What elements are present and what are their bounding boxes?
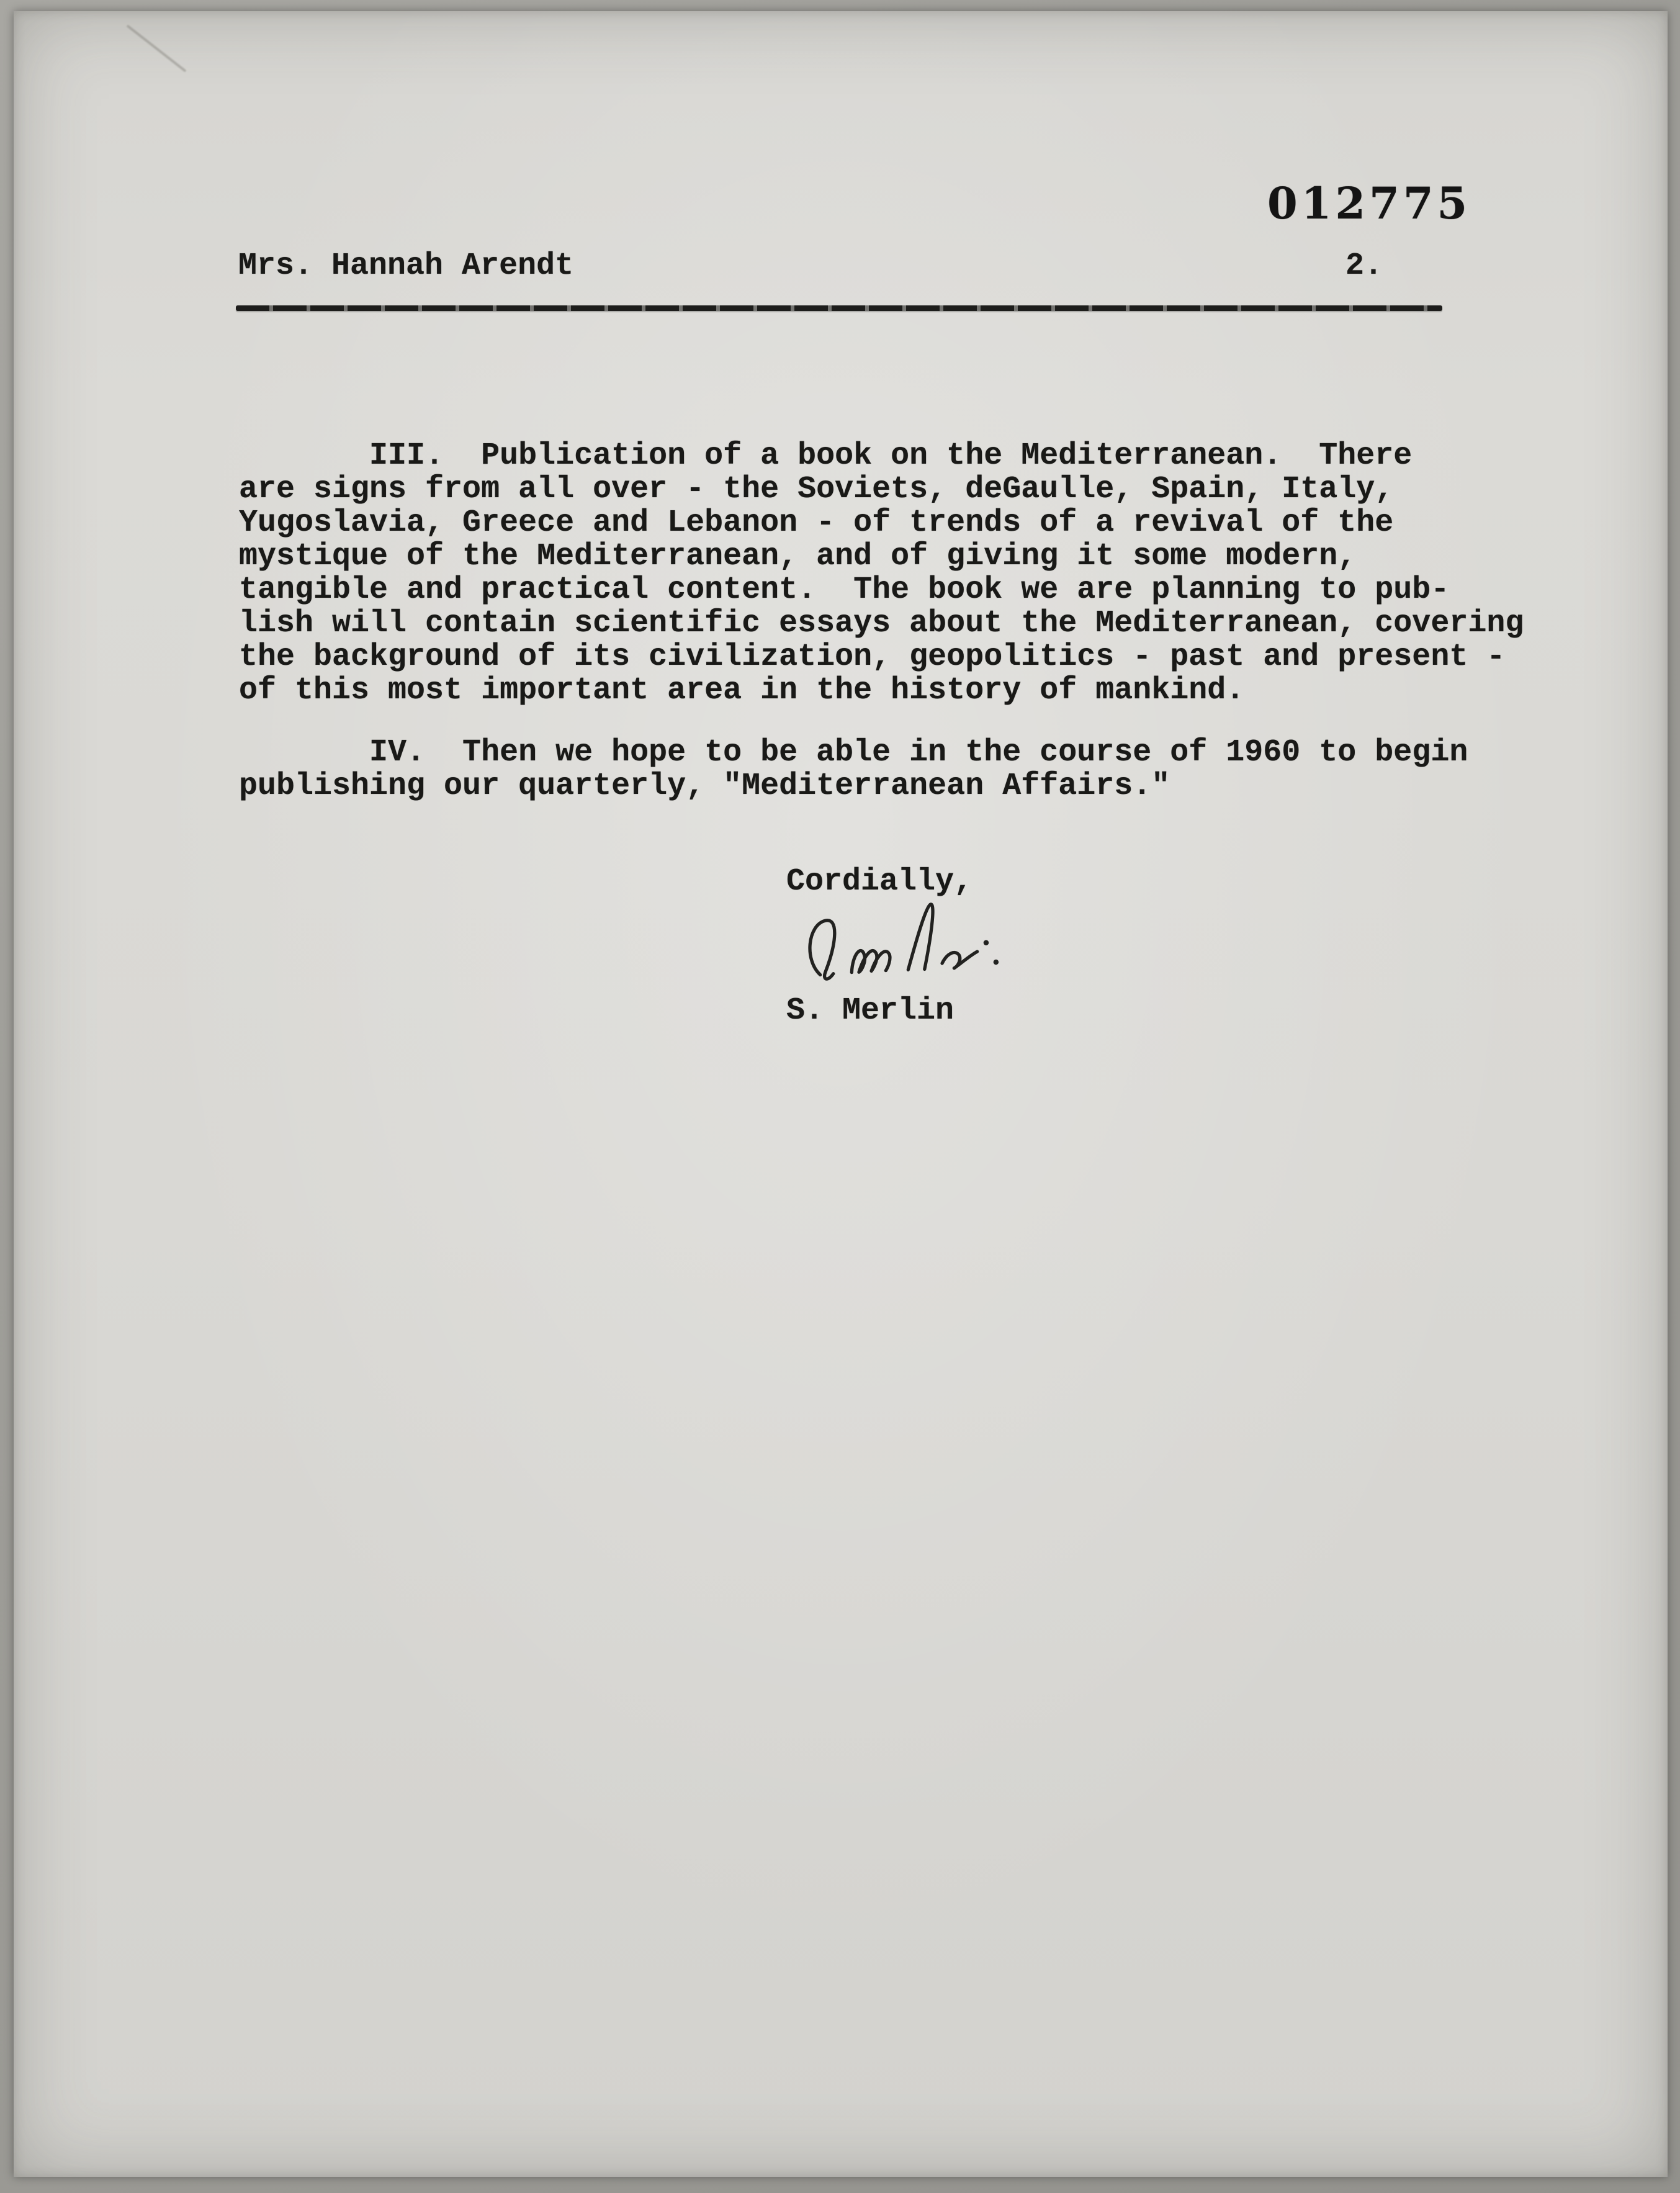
closing-word: Cordially, — [786, 864, 973, 899]
paper-fold-mark — [126, 24, 186, 72]
recipient-name: Mrs. Hannah Arendt — [238, 248, 574, 284]
header-rule — [236, 305, 1442, 311]
text-line: IV. Then we hope to be able in the course of 1960 to begin — [239, 735, 1468, 770]
text-line: lish will contain scientific essays about the Mediterranean, covering — [239, 606, 1524, 641]
page-number: 2. — [1345, 248, 1383, 284]
text-line: publishing our quarterly, "Mediterranean Affairs." — [239, 768, 1170, 804]
text-line: the background of its civilization, geopolitics - past and present - — [239, 639, 1506, 675]
letter-paper — [14, 11, 1668, 2177]
text-line: Yugoslavia, Greece and Lebanon - of trends of a revival of the — [239, 505, 1394, 541]
signature-name: S. Merlin — [786, 993, 955, 1029]
text-line: tangible and practical content. The book we are planning to pub- — [239, 572, 1450, 608]
text-line: mystique of the Mediterranean, and of giving it some modern, — [239, 539, 1357, 574]
document-number-stamp: 012775 — [1267, 178, 1471, 229]
paragraph-iii — [239, 439, 1524, 708]
paragraph-iv — [239, 736, 1468, 803]
text-line: of this most important area in the history of mankind. — [239, 673, 1245, 708]
signature-handwriting — [795, 888, 1022, 1001]
text-line: are signs from all over - the Soviets, deGaulle, Spain, Italy, — [239, 472, 1394, 507]
text-line: III. Publication of a book on the Mediterranean. There — [239, 438, 1413, 474]
